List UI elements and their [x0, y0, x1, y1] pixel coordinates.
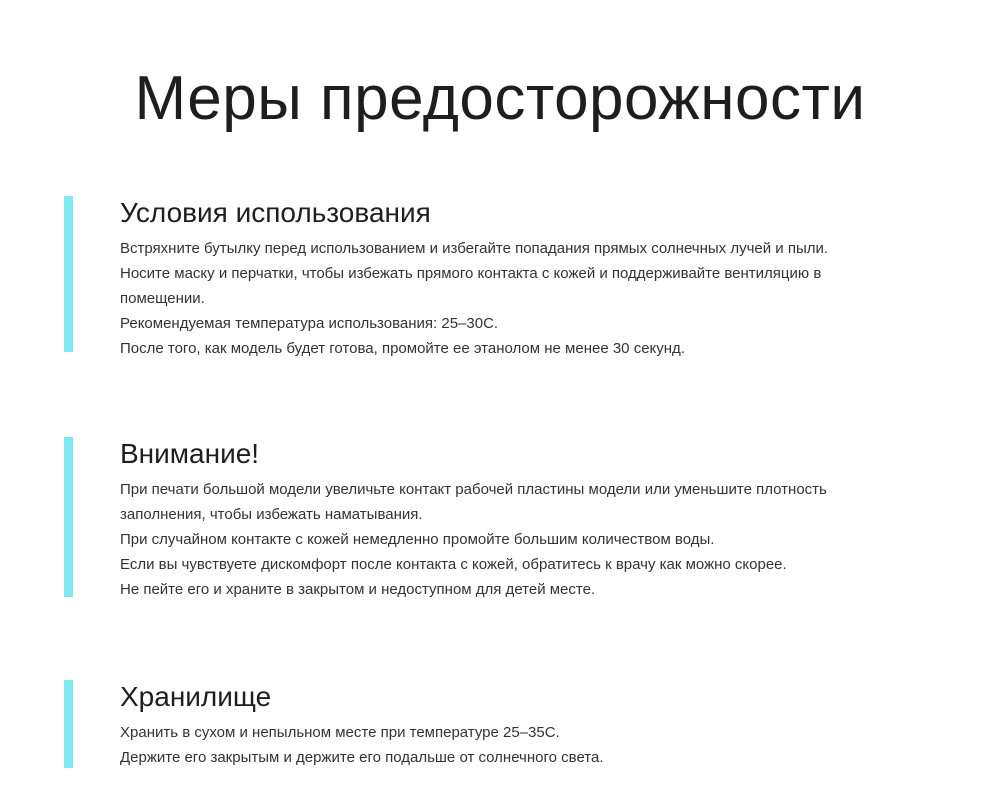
section-heading: Внимание! — [120, 438, 260, 469]
page-title: Меры предосторожности — [134, 64, 866, 133]
text-line: Рекомендуемая температура использования: 25–30С. — [120, 315, 499, 332]
section-text — [120, 236, 940, 361]
section-text — [120, 720, 940, 770]
text-line: помещении. — [120, 290, 205, 307]
text-line: Носите маску и перчатки, чтобы избежать прямого контакта с кожей и поддерживайте вентиляцию в — [120, 265, 822, 282]
text-line: Не пейте его и храните в закрытом и недоступном для детей месте. — [120, 581, 596, 598]
text-line: При случайном контакте с кожей немедленно промойте большим количеством воды. — [120, 531, 715, 548]
text-line: Хранить в сухом и непыльном месте при температуре 25–35С. — [120, 724, 560, 741]
accent-bar — [64, 437, 73, 597]
section-heading: Хранилище — [120, 681, 272, 712]
accent-bar — [64, 680, 73, 768]
text-line: Держите его закрытым и держите его подальше от солнечного света. — [120, 749, 604, 766]
text-line: После того, как модель будет готова, промойте ее этанолом не менее 30 секунд. — [120, 340, 685, 357]
text-line: заполнения, чтобы избежать наматывания. — [120, 506, 423, 523]
text-line: Если вы чувствуете дискомфорт после контакта с кожей, обратитесь к врачу как можно скорее. — [120, 556, 787, 573]
text-line: При печати большой модели увеличьте контакт рабочей пластины модели или уменьшите плотность — [120, 481, 827, 498]
section-heading: Условия использования — [120, 197, 431, 228]
accent-bar — [64, 196, 73, 352]
text-line: Встряхните бутылку перед использованием и избегайте попадания прямых солнечных лучей и пыли. — [120, 240, 829, 257]
section-text — [120, 477, 940, 602]
